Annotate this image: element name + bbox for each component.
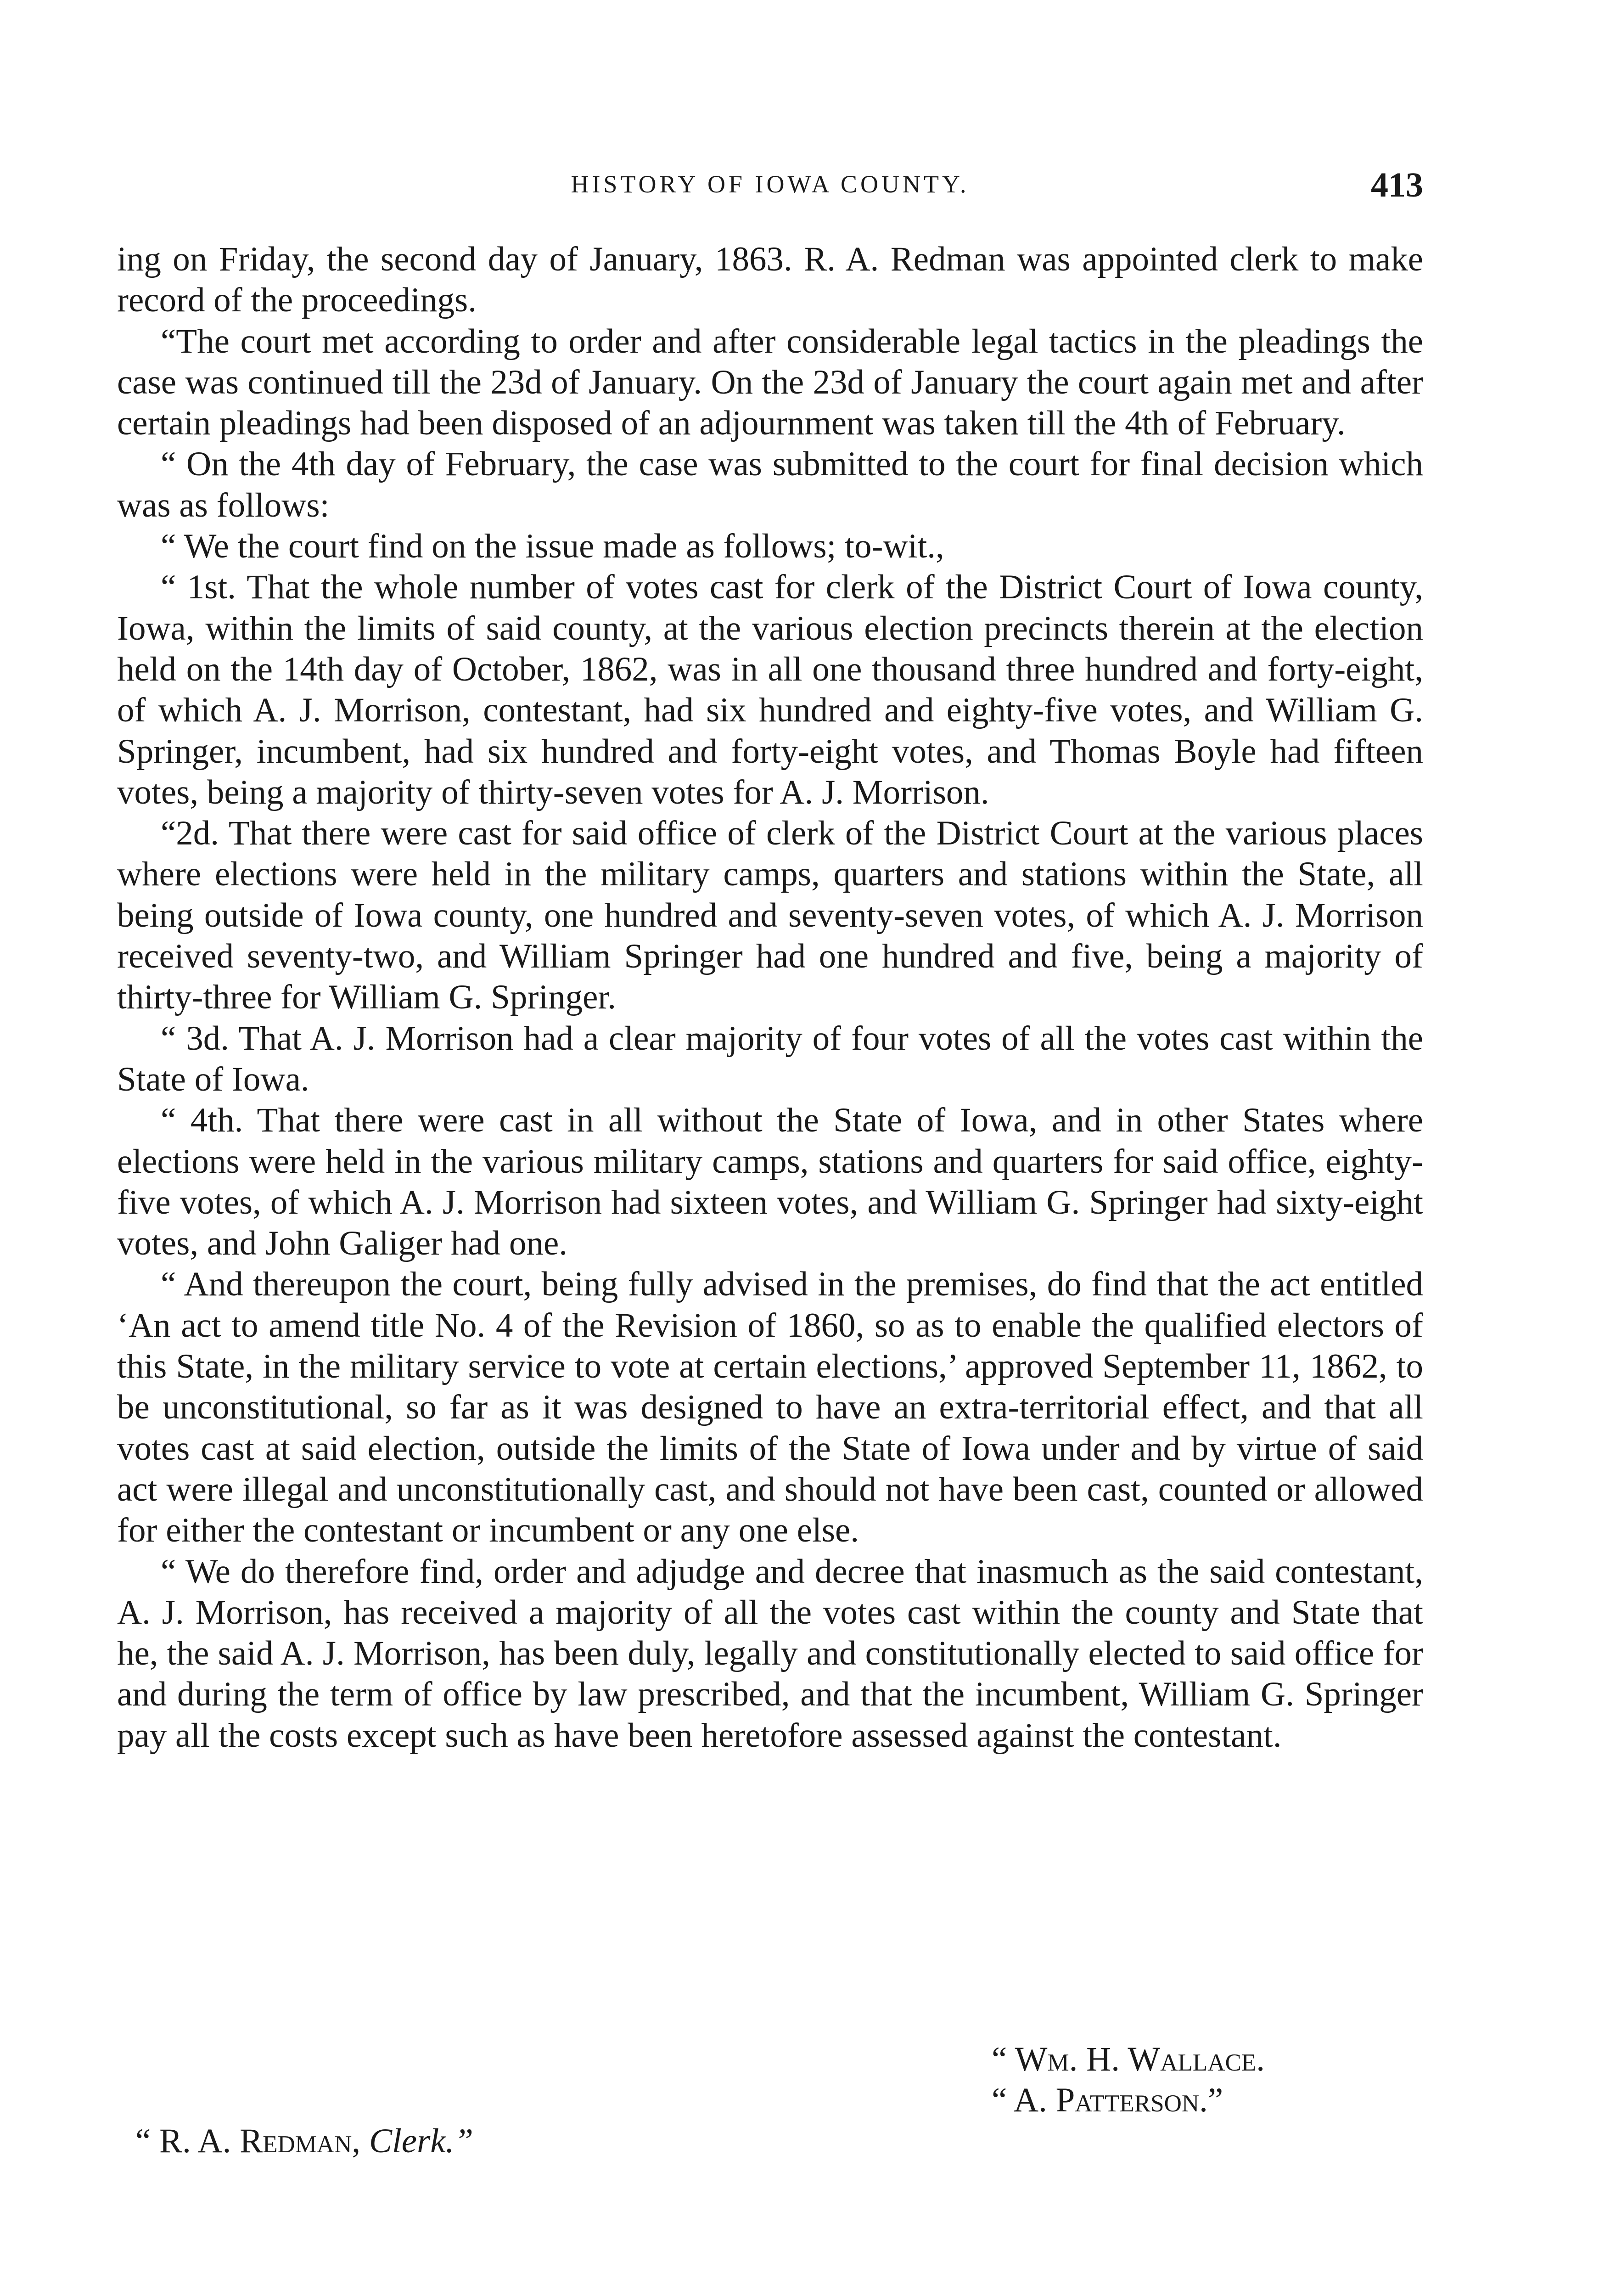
running-head — [117, 165, 1423, 207]
paragraph-decree: “ We do therefore find, order and adjudge and decree that inasmuch as the said contestant, A. J. Morrison, has received a majority of all the votes cast within the county and State that he, the said A. J. Morrison, has been duly, legally and constitutionally elected to said office for and during the term of office by law prescribed, and that the incumbent, William G. Springer pay all the costs except such as have been heretofore assessed against the contestant. — [117, 1552, 1423, 1755]
page-number: 413 — [1371, 166, 1423, 204]
judge-signers — [992, 2039, 1265, 2121]
paragraph-finding-1st: “ 1st. That the whole number of votes cast for clerk of the District Court of Iowa county, Iowa, within the limits of said county, at the various election precincts therein at the election held on the 14th day of October, 1862, was in all one thousand three hundred and forty-eight, of which A. J. Morrison, contestant, had six hundred and eighty-five votes, and William G. Springer, incumbent, had six hundred and forty-eight votes, and Thomas Boyle had fifteen votes, being a majority of thirty-seven votes for A. J. Morrison. — [117, 568, 1423, 811]
paragraph-unconstitutional-ruling: “ And thereupon the court, being fully advised in the premises, do find that the act entitled ‘An act to amend title No. 4 of the Revision of 1860, so as to enable the qualified electors of this State, in the military service to vote at certain elections,’ approved September 11, 1862, to be unconstitutional, so far as it was designed to have an extra-territorial effect, and that all votes cast at said election, outside the limits of the State of Iowa under and by virtue of said act were illegal and unconstitutionally cast, and should not have been cast, counted or allowed for either the contestant or incumbent or any one else. — [117, 1265, 1423, 1550]
clerk-name: “ R. A. Redman, — [135, 2122, 361, 2160]
paragraph-finding-2d: “2d. That there were cast for said office of clerk of the District Court at the various places where elections were held in the military camps, quarters and stations within the State, all being outside of Iowa county, one hundred and seventy-seven votes, of which A. J. Morrison received seventy-two, and William Springer had one hundred and five, being a majority of thirty-three for William G. Springer. — [117, 814, 1423, 1017]
paragraph-court-met: “The court met according to order and after considerable legal tactics in the pleadings the case was continued till the 23d of January. On the 23d of January the court again met and after certain pleadings had been disposed of an adjournment was taken till the 4th of February. — [117, 322, 1423, 443]
signer-wallace: “ Wm. H. Wallace. — [992, 2040, 1265, 2078]
clerk-title: Clerk.” — [369, 2122, 474, 2160]
paragraph-continuation: ing on Friday, the second day of January, 1863. R. A. Redman was appointed clerk to make record of the proceedings. — [117, 240, 1423, 320]
body-text — [117, 239, 1423, 1756]
running-title: HISTORY OF IOWA COUNTY. — [571, 170, 970, 198]
paragraph-finding-3d: “ 3d. That A. J. Morrison had a clear majority of four votes of all the votes cast within the State of Iowa. — [117, 1019, 1423, 1098]
paragraph-fourth-february: “ On the 4th day of February, the case was submitted to the court for final decision which was as follows: — [117, 445, 1423, 524]
paragraph-court-finds: “ We the court find on the issue made as follows; to-wit., — [161, 527, 944, 566]
signer-patterson: “ A. Patterson.” — [992, 2081, 1223, 2119]
signature-block — [117, 2039, 1423, 2158]
paragraph-finding-4th: “ 4th. That there were cast in all without the State of Iowa, and in other States where elections were held in the various military camps, stations and quarters for said office, eighty-five votes, of which A. J. Morrison had sixteen votes, and William G. Springer had sixty-eight votes, and John Galiger had one. — [117, 1101, 1423, 1263]
clerk-signature — [135, 2121, 473, 2161]
